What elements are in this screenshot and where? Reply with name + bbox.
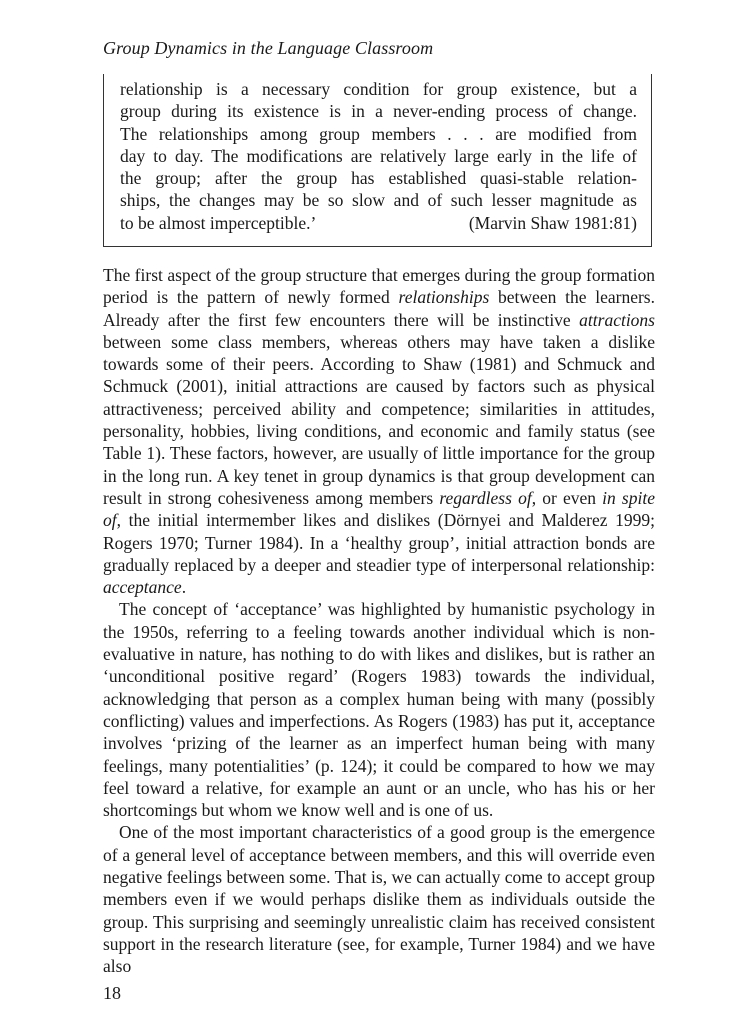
- quote-line: to be almost imperceptible.’: [120, 212, 317, 233]
- quote-line: day to day. The modifications are relatively large early in the life of: [120, 145, 637, 166]
- text-run: between the learners. Already after the first few encounters there will be instinctive: [103, 287, 655, 330]
- text-run: , the initial intermember likes and dislikes (Dörnyei and Malderez 1999; Rogers 1970; Turner 1984). In a ‘healthy group’, initial attraction bonds are gradually replaced by a deeper and steadier type of interpersonal relationship:: [103, 510, 655, 575]
- block-quote: [103, 74, 652, 247]
- text-run: .: [181, 577, 187, 598]
- quote-line: relationship is a necessary condition for group existence, but a: [120, 79, 637, 99]
- text-run: between some class members, whereas others may have taken a dislike towards some of their peers. According to Shaw (1981) and Schmuck and Schmuck (2001), initial attractions are caused by factors such as physical attractiveness; perceived ability and competence; similarities in attitudes, personality, hobbies, living conditions, and economic and family status (see Table 1). These factors, however, are usually of little importance for the group in the long run. A key tenet in group dynamics is that group development can result in strong cohesiveness among members: [103, 331, 655, 508]
- emphasis-regardless-of: regardless of: [439, 487, 532, 508]
- quote-last-row: [120, 212, 637, 234]
- quote-line: group during its existence is in a never-ending process of change.: [120, 101, 637, 122]
- text-run: The first aspect of the group structure that emerges during the group formation period is the pattern of newly formed: [103, 265, 655, 308]
- emphasis-acceptance: acceptance: [103, 577, 182, 598]
- emphasis-attractions: attractions: [579, 309, 655, 330]
- quote-line: the group; after the group has established quasi-stable relation-: [120, 168, 637, 189]
- quote-line: The relationships among group members . . . are modified from: [120, 123, 637, 144]
- quote-citation: (Marvin Shaw 1981:81): [468, 212, 637, 233]
- body-text: [103, 264, 655, 978]
- quote-line: ships, the changes may be so slow and of such lesser magnitude as: [120, 190, 637, 211]
- paragraph-1: [103, 264, 655, 598]
- running-head: Group Dynamics in the Language Classroom: [103, 38, 434, 58]
- paragraph-3: One of the most important characteristics of a good group is the emergence of a general level of acceptance between members, and this will override even negative feelings between some. That is, we can actually come to accept group members even if we would perhaps dislike them as individuals outside the group. This surprising and seemingly unrealistic claim has received consistent support in the research literature (see, for example, Turner 1984) and we have also: [103, 822, 655, 977]
- page-number: 18: [103, 983, 121, 1003]
- emphasis-in-spite-of: in spite of: [103, 487, 655, 531]
- text-run: , or even: [531, 487, 603, 508]
- paragraph-2: The concept of ‘acceptance’ was highlighted by humanistic psychology in the 1950s, referring to a feeling towards another individual which is non-evaluative in nature, has nothing to do with likes and dislikes, but is rather an ‘unconditional positive regard’ (Rogers 1983) towards the individual, acknowledging that person as a complex human being with many (possibly conflicting) values and imperfections. As Rogers (1983) has put it, acceptance involves ‘prizing of the learner as an imperfect human being with many feelings, many potentialities’ (p. 124); it could be compared to how we may feel toward a relative, for example an aunt or an uncle, who has his or her shortcomings but whom we know well and is one of us.: [103, 599, 655, 821]
- emphasis-relationships: relationships: [398, 287, 490, 308]
